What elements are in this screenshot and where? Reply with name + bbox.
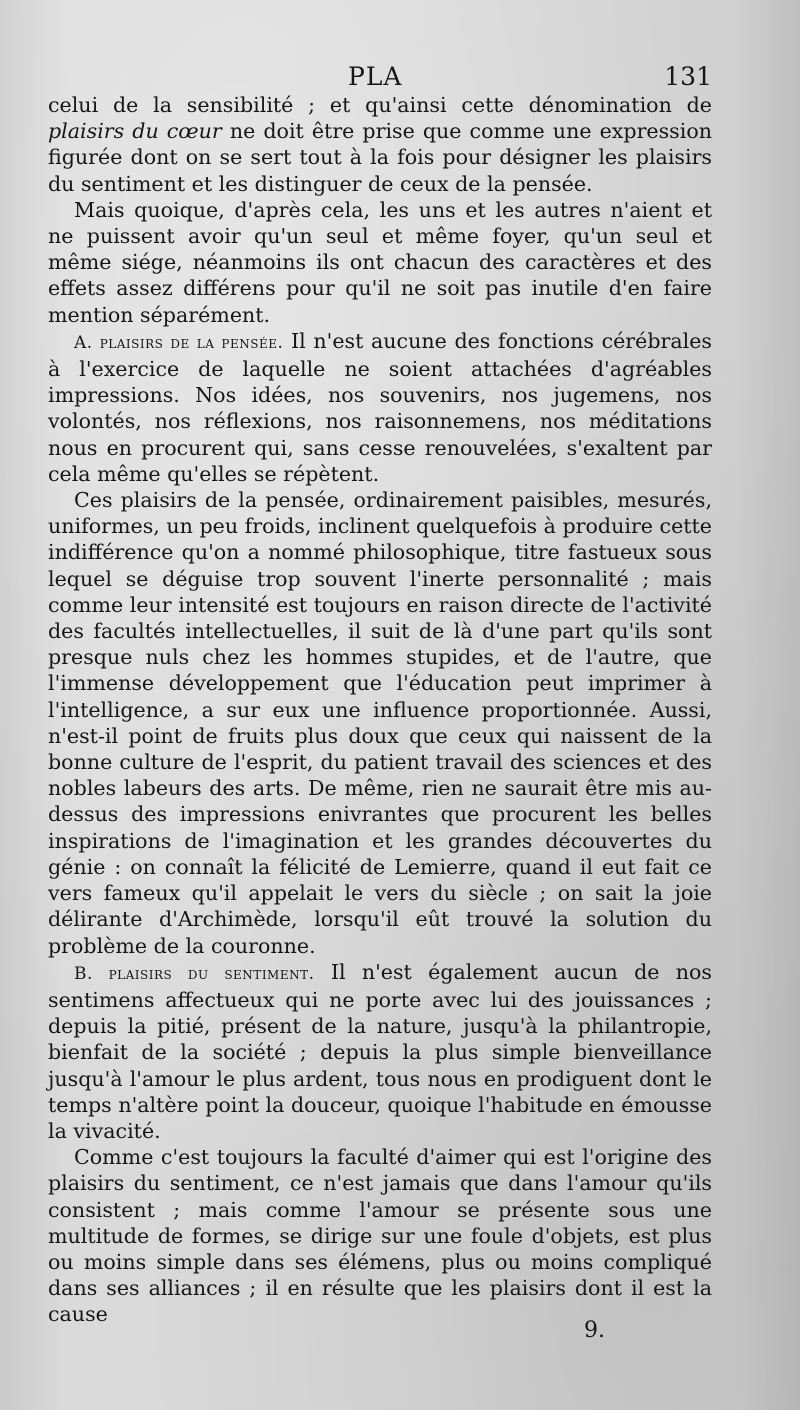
paragraph [48, 1144, 712, 1327]
page-header [48, 62, 712, 94]
paragraph [48, 959, 712, 1144]
signature-mark: 9. [584, 1318, 605, 1343]
text-run: Comme c'est toujours la faculté d'aimer qui est l'origine des plaisirs du sentiment, ce n'est jamais que dans l'amour qu'ils consistent ; mais comme l'amour se présente sous une multitude de formes, se dirige sur une foule d'objets, est plus ou moins simple dans ses élémens, plus ou moins compliqué dans ses alliances ; il en résulte que les plaisirs dont il est la cause [48, 1145, 712, 1327]
page-number: 131 [664, 62, 712, 91]
paragraph [48, 328, 712, 487]
paragraph [48, 92, 712, 197]
text-run: celui de la sensibilité ; et qu'ainsi cette dénomination de [48, 93, 712, 117]
text-run: Ces plaisirs de la pensée, ordinairement paisibles, mesurés, uniformes, un peu froids, inclinent quelquefois à produire cette indifférence qu'on a nommé philosophique, titre fastueux sous lequel se déguise trop souvent l'inerte personnalité ; mais comme leur intensité est toujours en raison directe de l'activité des facultés intellectuelles, il suit de là d'une part qu'ils sont presque nuls chez les hommes stupides, et de l'autre, que l'immense développement que l'éducation peut imprimer à l'intelligence, a sur eux une influence proportionnée. Aussi, n'est-il point de fruits plus doux que ceux qui naissent de la bonne culture de l'esprit, du patient travail des sciences et des nobles labeurs des arts. De même, rien ne saurait être mis au-dessus des impressions enivrantes que procurent les belles inspirations de l'imagination et les grandes découvertes du génie : on connaît la félicité de Lemierre, quand il eut fait ce vers fameux qu'il appelait le vers du siècle ; on sait la joie délirante d'Archimède, lorsqu'il eût trouvé la solution du problème de la couronne. [48, 488, 712, 958]
text-run: Il n'est aucune des fonctions cérébrales à l'exercice de laquelle ne soient attachées d'agréables impressions. Nos idées, nos souvenirs, nos jugemens, nos volontés, nos réflexions, nos raisonnemens, nos méditations nous en procurent qui, sans cesse renouvelées, s'exaltent par cela même qu'elles se répètent. [48, 328, 712, 486]
running-head: PLA [348, 62, 403, 91]
section-heading: A. plaisirs de la pensée. [74, 332, 284, 353]
section-heading: B. plaisirs du sentiment. [74, 963, 315, 984]
text-run: Il n'est également aucun de nos sentimens affectueux qui ne porte avec lui des jouissances ; depuis la pitié, présent de la nature, jusqu'à la philantropie, bienfait de la société ; depuis la plus simple bienveillance jusqu'à l'amour le plus ardent, tous nous en prodiguent dont le temps n'altère point la douceur, quoique l'habitude en émousse la vivacité. [48, 959, 712, 1143]
paragraph [48, 487, 712, 959]
text-run: Mais quoique, d'après cela, les uns et les autres n'aient et ne puissent avoir qu'un seul et même foyer, qu'un seul et même siége, néanmoins ils ont chacun des caractères et des effets assez différens pour qu'il ne soit pas inutile d'en faire mention séparément. [48, 197, 712, 327]
paragraph [48, 197, 712, 328]
italic-phrase: plaisirs du cœur [48, 119, 222, 144]
text-run: ne doit être prise que comme une expression figurée dont on se sert tout à la fois pour désigner les plaisirs du sentiment et les distinguer de ceux de la pensée. [48, 119, 712, 196]
body-text [48, 92, 712, 1328]
